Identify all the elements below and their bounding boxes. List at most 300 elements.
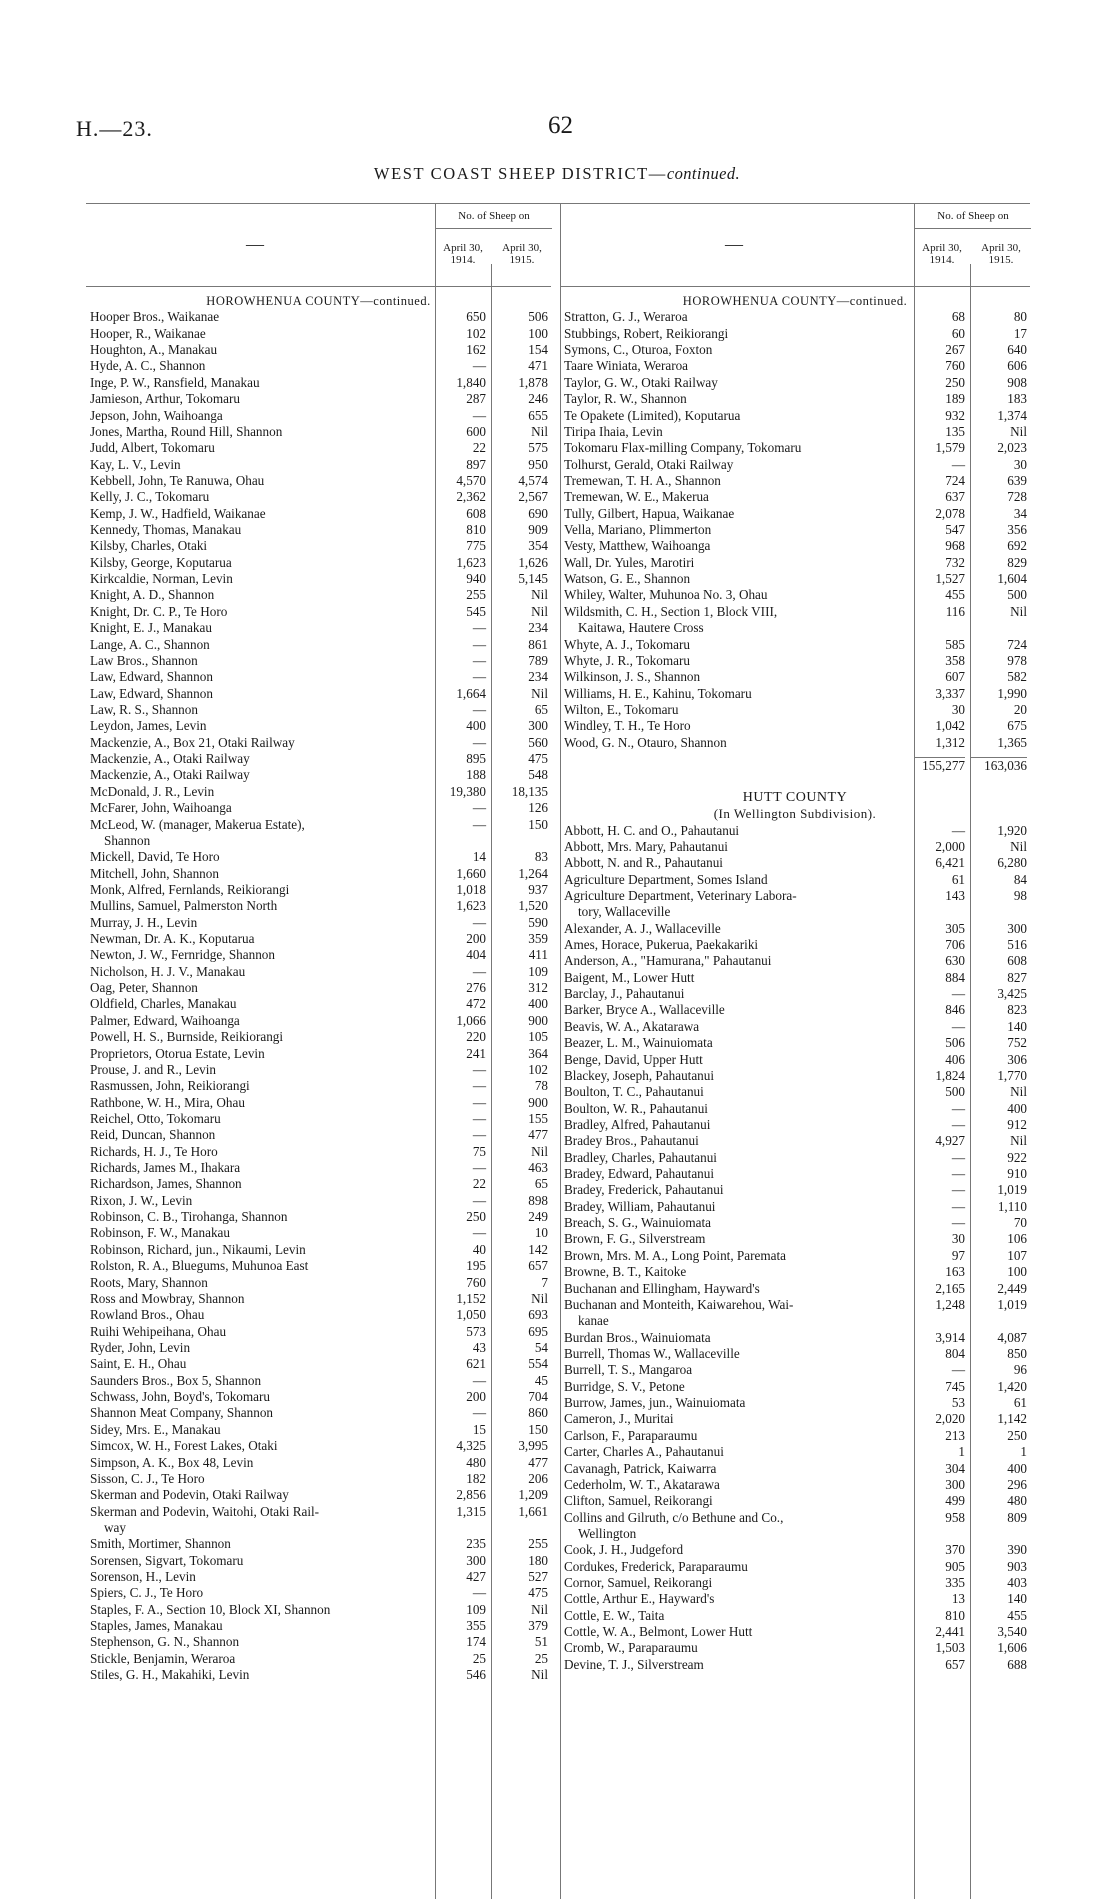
hutt-value-1914: — [951,822,965,838]
left-value-1914: 109 [466,1601,486,1617]
left-value-1915: 379 [528,1618,548,1634]
hutt-name: Burridge, S. V., Petone [564,1378,685,1394]
hutt-row [560,1346,1030,1362]
hutt-value-1914: 630 [945,953,965,969]
hutt-name: Beazer, L. M., Wainuiomata [564,1035,713,1051]
page-title [0,164,1114,184]
left-row [86,735,551,751]
hutt-row [560,1281,1030,1297]
left-name: Saint, E. H., Ohau [90,1356,187,1372]
right-row [560,555,1030,571]
left-name: Rixon, J. W., Levin [90,1192,193,1208]
left-name: Saunders Bros., Box 5, Shannon [90,1372,262,1388]
left-name: Powell, H. S., Burnside, Reikiorangi [90,1029,284,1045]
left-row [86,1520,551,1536]
hutt-row [560,839,1030,855]
left-row [86,1176,551,1192]
left-name: Sisson, C. J., Te Horo [90,1470,205,1486]
left-value-1914: 276 [466,980,486,996]
right-value-1914: 968 [945,538,965,554]
page-reference: H.—23. [76,116,153,141]
page-title-suffix: continued. [666,164,741,183]
left-value-1914: 235 [466,1536,486,1552]
hutt-value-1914: 1,824 [935,1067,965,1083]
left-value-1915: 590 [528,914,548,930]
hutt-value-1915: 400 [1007,1460,1027,1476]
right-value-1914: — [951,456,965,472]
hutt-value-1914: 2,165 [935,1280,965,1296]
right-name: Whyte, J. R., Tokomaru [564,652,690,668]
left-value-1914: 650 [466,309,486,325]
hutt-value-1914: 846 [945,1002,965,1018]
hutt-value-1915: Nil [1010,1084,1027,1100]
left-value-1915: 1,209 [518,1487,548,1503]
left-name: Rolston, R. A., Bluegums, Muhunoa East [90,1258,309,1274]
left-value-1915: 657 [528,1258,548,1274]
hutt-row [560,1444,1030,1460]
hutt-row [560,1526,1030,1542]
right-rows [560,293,1030,1673]
hutt-value-1914: 506 [945,1035,965,1051]
left-name: Kilsby, Charles, Otaki [90,538,208,554]
hutt-name: Cameron, J., Muritai [564,1411,674,1427]
right-name: Symons, C., Oturoa, Foxton [564,342,713,358]
right-name: Tokomaru Flax-milling Company, Tokomaru [564,440,802,456]
hutt-row [560,1477,1030,1493]
left-value-1914: — [472,701,486,717]
right-value-1914: 637 [945,489,965,505]
right-row [560,686,1030,702]
left-value-1914: 400 [466,718,486,734]
hutt-value-1915: 3,425 [997,986,1027,1002]
left-value-1914: 300 [466,1552,486,1568]
left-value-1914: 1,066 [456,1012,486,1028]
left-name: Ryder, John, Levin [90,1340,191,1355]
hutt-row [560,1133,1030,1149]
left-row [86,1455,551,1471]
hutt-name: Boulton, T. C., Pahautanui [564,1084,704,1100]
left-row [86,931,551,947]
left-value-1915: 900 [528,1094,548,1110]
left-name: Skerman and Podevin, Waitohi, Otaki Rail- [90,1503,320,1519]
right-row [560,653,1030,669]
left-name: Sidey, Mrs. E., Manakau [90,1421,221,1437]
left-row [86,1160,551,1176]
hutt-value-1915: 688 [1007,1656,1027,1672]
hutt-row [560,1019,1030,1035]
hutt-value-1914: 6,421 [935,855,965,871]
hutt-name: Bradley, Alfred, Pahautanui [564,1116,711,1132]
left-name: Skerman and Podevin, Otaki Railway [90,1487,289,1503]
right-column-header [560,204,1030,287]
hutt-value-1915: 1 [1020,1444,1027,1460]
right-row [560,473,1030,489]
hutt-value-1914: 499 [945,1493,965,1509]
hutt-name: Collins and Gilruth, c/o Bethune and Co., [564,1509,784,1525]
left-value-1914: 1,018 [456,881,486,897]
left-row [86,1373,551,1389]
left-value-1914: 162 [466,342,486,358]
left-value-1915: 1,520 [518,898,548,914]
hutt-value-1914: — [951,1198,965,1214]
hutt-value-1915: 300 [1007,920,1027,936]
left-row [86,555,551,571]
hutt-row [560,1624,1030,1640]
right-row [560,408,1030,424]
left-name: Richards, H. J., Te Horo [90,1143,218,1159]
total-1915: 163,036 [971,757,1027,774]
right-value-1914: 30 [951,701,965,717]
hutt-row [560,1542,1030,1558]
hutt-value-1914: 884 [945,969,965,985]
left-row [86,1569,551,1585]
hutt-value-1914: — [951,1215,965,1231]
right-value-1914: 68 [951,309,965,325]
hutt-value-1915: 809 [1007,1509,1027,1525]
right-row [560,718,1030,734]
left-name: Knight, Dr. C. P., Te Horo [90,603,228,619]
left-name: Reid, Duncan, Shannon [90,1127,216,1143]
hutt-value-1914: 905 [945,1558,965,1574]
left-value-1914: — [472,1160,486,1176]
left-row [86,784,551,800]
left-name: Hooper Bros., Waikanae [90,309,220,325]
right-row [560,604,1030,620]
left-name: Judd, Albert, Tokomaru [90,440,215,456]
left-value-1915: 475 [528,1585,548,1601]
right-value-1915: 675 [1007,718,1027,734]
left-value-1915: 359 [528,931,548,947]
hutt-value-1914: 706 [945,937,965,953]
left-value-1915: 704 [528,1389,548,1405]
left-value-1915: 246 [528,391,548,407]
right-value-1914: 932 [945,407,965,423]
right-name: Stubbings, Robert, Reikiorangi [564,325,729,341]
right-value-1915: 34 [1013,505,1027,521]
hutt-row [560,1035,1030,1051]
left-value-1915: Nil [531,685,548,701]
left-value-1914: 1,623 [456,554,486,570]
hutt-value-1914: — [951,1362,965,1378]
hutt-value-1914: — [951,986,965,1002]
hutt-name: Buchanan and Monteith, Kaiwarehou, Wai- [564,1296,794,1312]
left-row [86,1209,551,1225]
right-name: Whiley, Walter, Muhunoa No. 3, Ohau [564,587,768,603]
right-value-1914: 189 [945,391,965,407]
left-value-1914: — [472,620,486,636]
right-row [560,326,1030,342]
hutt-value-1915: 827 [1007,969,1027,985]
right-value-1914: 760 [945,358,965,374]
left-value-1915: 249 [528,1209,548,1225]
right-name: Stratton, G. J., Weraroa [564,309,688,325]
hutt-name: Brown, Mrs. M. A., Long Point, Paremata [564,1247,786,1263]
left-value-1914: 182 [466,1470,486,1486]
hutt-row [560,1379,1030,1395]
hutt-value-1915: 752 [1007,1035,1027,1051]
hutt-value-1915: 912 [1007,1116,1027,1132]
left-value-1914: 14 [472,849,486,865]
hutt-name: Blackey, Joseph, Pahautanui [564,1067,715,1083]
left-row [86,1095,551,1111]
hutt-row [560,1411,1030,1427]
left-value-1914: — [472,963,486,979]
left-value-1914: — [472,358,486,374]
hutt-name: Browne, B. T., Kaitoke [564,1264,687,1280]
left-row [86,1356,551,1372]
left-name: Oldfield, Charles, Manakau [90,996,237,1012]
left-name: Stickle, Benjamin, Weraroa [90,1650,236,1666]
right-value-1915: 1,604 [997,571,1027,587]
right-value-1915: 639 [1007,472,1027,488]
hutt-value-1915: 516 [1007,937,1027,953]
left-value-1914: 75 [472,1143,486,1159]
right-value-1915: 2,023 [997,440,1027,456]
right-value-1915: 30 [1013,456,1027,472]
hutt-value-1915: 2,449 [997,1280,1027,1296]
left-name: Smith, Mortimer, Shannon [90,1536,231,1552]
hutt-row [560,1591,1030,1607]
left-value-1915: 477 [528,1127,548,1143]
right-value-1915: 183 [1007,391,1027,407]
left-value-1915: 100 [528,325,548,341]
hutt-name: Anderson, A., "Hamurana," Pahautanui [564,953,772,969]
right-name: Tiripa Ihaia, Levin [564,423,663,439]
left-value-1914: 897 [466,456,486,472]
left-value-1915: 861 [528,636,548,652]
left-value-1914: — [472,1585,486,1601]
hutt-value-1914: 1,248 [935,1296,965,1312]
right-row [560,440,1030,456]
left-name: McDonald, J. R., Levin [90,783,215,799]
hutt-value-1914: — [951,1116,965,1132]
left-value-1915: 3,995 [518,1438,548,1454]
left-row [86,342,551,358]
right-name: Tolhurst, Gerald, Otaki Railway [564,456,734,472]
left-value-1914: 19,380 [449,783,486,799]
page-title-main: WEST COAST SHEEP DISTRICT— [373,164,667,183]
left-value-1915: 690 [528,505,548,521]
left-row [86,1553,551,1569]
right-row [560,522,1030,538]
page-number: 62 [548,112,573,139]
left-name: Schwass, John, Boyd's, Tokomaru [90,1389,270,1405]
left-row [86,1651,551,1667]
hutt-value-1914: 810 [945,1607,965,1623]
hutt-row [560,1101,1030,1117]
left-value-1914: — [472,734,486,750]
hutt-name: Burrell, T. S., Mangaroa [564,1362,693,1378]
left-value-1915: 180 [528,1552,548,1568]
left-name: Kebbell, John, Te Ranuwa, Ohau [90,472,265,488]
left-name: Houghton, A., Manakau [90,342,218,358]
left-row [86,1602,551,1618]
hutt-value-1914: 3,914 [935,1329,965,1345]
right-row [560,391,1030,407]
left-value-1914: 1,840 [456,374,486,390]
right-value-1914: 3,337 [935,685,965,701]
left-name: Newton, J. W., Fernridge, Shannon [90,947,275,963]
left-row [86,1340,551,1356]
left-value-1914: — [472,1225,486,1241]
left-row [86,1144,551,1160]
hutt-name: Barker, Bryce A., Wallaceville [564,1002,725,1018]
right-value-1914: 2,078 [935,505,965,521]
left-value-1914: 1,623 [456,898,486,914]
left-name: Proprietors, Otorua Estate, Levin [90,1045,265,1061]
left-row [86,1046,551,1062]
right-value-1915: 1,365 [997,734,1027,750]
hutt-name: Cottle, Arthur E., Hayward's [564,1591,715,1607]
hutt-county-title: HUTT COUNTY [742,789,848,805]
total-1914: 155,277 [915,757,965,774]
hutt-name: Barclay, J., Pahautanui [564,986,685,1002]
left-name: Reichel, Otto, Tokomaru [90,1110,221,1126]
hutt-value-1915: 403 [1007,1575,1027,1591]
right-value-1914: 1,312 [935,734,965,750]
hutt-value-1915: Nil [1010,838,1027,854]
left-value-1915: 18,135 [511,783,548,799]
left-value-1914: 1,660 [456,865,486,881]
hutt-row [560,1330,1030,1346]
hutt-name: Buchanan and Ellingham, Hayward's [564,1280,760,1296]
hutt-value-1914: 406 [945,1051,965,1067]
right-col2-label: April 30, 1915. [981,242,1021,266]
hutt-value-1915: 480 [1007,1493,1027,1509]
hutt-name: kanae [578,1313,609,1329]
right-value-1914: 732 [945,554,965,570]
left-value-1914: — [472,1372,486,1388]
right-value-1915: 582 [1007,669,1027,685]
hutt-name: Burrow, James, jun., Wainuiomata [564,1395,746,1411]
hutt-value-1914: 53 [951,1395,965,1411]
hutt-value-1914: 1 [958,1444,965,1460]
left-name: Kirkcaldie, Norman, Levin [90,571,233,587]
hutt-value-1915: 390 [1007,1542,1027,1558]
left-row [86,1471,551,1487]
left-row [86,587,551,603]
left-value-1915: 898 [528,1192,548,1208]
hutt-name: Abbott, Mrs. Mary, Pahautanui [564,838,728,854]
left-value-1914: 188 [466,767,486,783]
left-value-1915: 54 [534,1340,548,1355]
hutt-row [560,970,1030,986]
hutt-value-1914: 163 [945,1264,965,1280]
left-value-1915: 206 [528,1470,548,1486]
right-value-1915: 17 [1013,325,1027,341]
right-name: Wilton, E., Tokomaru [564,701,679,717]
left-value-1914: 25 [472,1650,486,1666]
left-value-1915: 25 [534,1650,548,1666]
left-value-1915: 5,145 [518,571,548,587]
hutt-value-1915: 922 [1007,1149,1027,1165]
hutt-row [560,872,1030,888]
hutt-value-1914: — [951,1182,965,1198]
left-row [86,767,551,783]
right-value-1914: 267 [945,342,965,358]
hutt-row [560,1002,1030,1018]
left-value-1914: 174 [466,1634,486,1650]
left-value-1915: 150 [528,1421,548,1437]
hutt-row [560,823,1030,839]
left-row [86,964,551,980]
left-row [86,1029,551,1045]
left-name: Shannon Meat Company, Shannon [90,1405,274,1421]
left-value-1915: 554 [528,1356,548,1372]
hutt-row [560,1182,1030,1198]
hutt-value-1915: 455 [1007,1607,1027,1623]
left-row [86,833,551,849]
left-value-1914: — [472,1127,486,1143]
right-value-1915: 692 [1007,538,1027,554]
left-row [86,522,551,538]
hutt-value-1915: 100 [1007,1264,1027,1280]
left-col1-label: April 30, 1914. [443,242,483,266]
hutt-row [560,1297,1030,1313]
left-row [86,440,551,456]
hutt-name: Carter, Charles A., Pahautanui [564,1444,724,1460]
left-value-1914: — [472,407,486,423]
right-row [560,342,1030,358]
left-row [86,1405,551,1421]
left-value-1914: 775 [466,538,486,554]
right-value-1914: 1,042 [935,718,965,734]
left-value-1914: 355 [466,1618,486,1634]
left-name: Spiers, C. J., Te Horo [90,1585,204,1601]
left-value-1914: 241 [466,1045,486,1061]
hutt-name: Clifton, Samuel, Reikorangi [564,1493,713,1509]
left-name: Law, Edward, Shannon [90,685,213,701]
left-value-1914: 760 [466,1274,486,1290]
hutt-row [560,904,1030,920]
hutt-row [560,1199,1030,1215]
left-name: Oag, Peter, Shannon [90,980,198,996]
right-name: Whyte, A. J., Tokomaru [564,636,690,652]
left-name: Kay, L. V., Levin [90,456,181,472]
hutt-row [560,921,1030,937]
left-value-1915: 527 [528,1569,548,1585]
hutt-value-1914: 745 [945,1378,965,1394]
hutt-name: Agriculture Department, Veterinary Labora- [564,887,797,903]
hutt-value-1914: 1,503 [935,1640,965,1656]
left-name: Knight, E. J., Manakau [90,620,212,636]
right-name: Wildsmith, C. H., Section 1, Block VIII, [564,603,778,619]
left-row [86,751,551,767]
hutt-row [560,1428,1030,1444]
hutt-name: Cederholm, W. T., Akatarawa [564,1476,720,1492]
left-value-1915: 937 [528,881,548,897]
hutt-value-1914: 335 [945,1575,965,1591]
left-row [86,1013,551,1029]
left-value-1915: 7 [541,1274,548,1290]
hutt-value-1914: — [951,1018,965,1034]
hutt-name: Ames, Horace, Pukerua, Paekakariki [564,937,759,953]
hutt-name: Cromb, W., Paraparaumu [564,1640,698,1656]
left-value-1915: Nil [531,1290,548,1306]
left-value-1915: 155 [528,1110,548,1126]
left-row [86,309,551,325]
right-name: Wood, G. N., Otauro, Shannon [564,734,727,750]
left-row [86,1324,551,1340]
hutt-name: Boulton, W. R., Pahautanui [564,1100,708,1116]
left-row [86,604,551,620]
left-name: Law, Edward, Shannon [90,669,213,685]
right-name: Watson, G. E., Shannon [564,571,691,587]
hutt-name: Bradey, William, Pahautanui [564,1198,716,1214]
right-name: Kaitawa, Hautere Cross [578,620,704,636]
right-row [560,309,1030,325]
hutt-value-1915: 1,019 [997,1182,1027,1198]
